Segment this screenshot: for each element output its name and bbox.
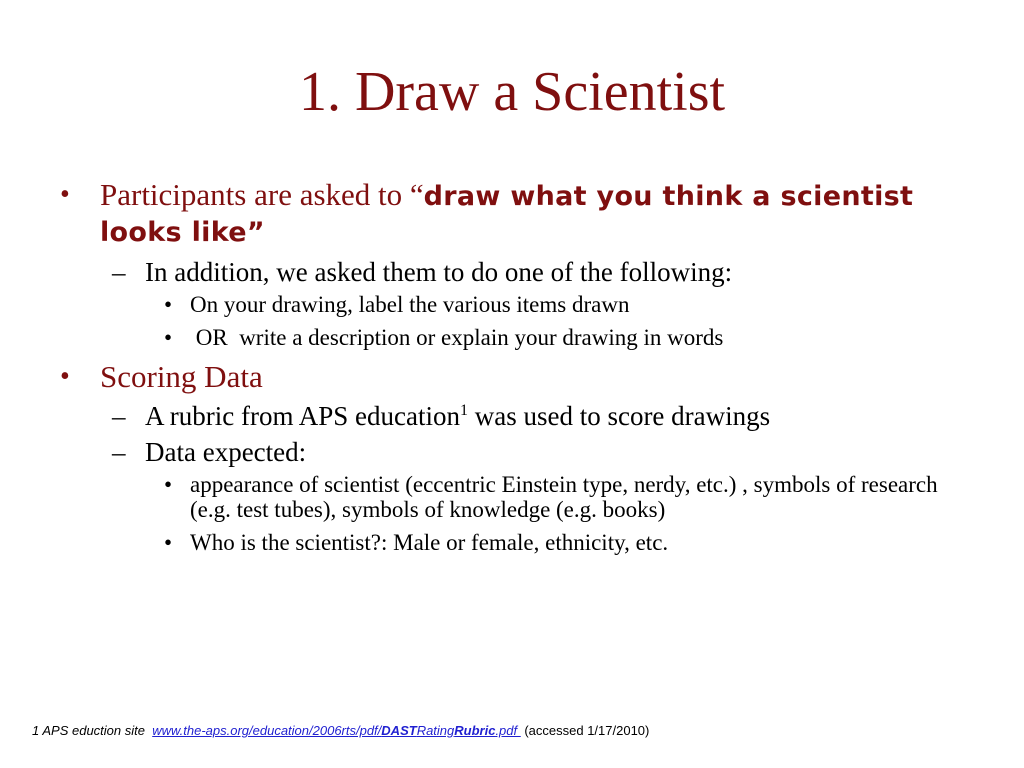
footnote-accessed: (accessed 1/17/2010) — [520, 723, 650, 738]
dash-bullet-icon: – — [112, 437, 126, 467]
link-part-2[interactable]: DAST — [381, 723, 417, 738]
slide-body — [60, 178, 980, 563]
footnote-marker: 1 — [459, 402, 468, 419]
bullet-dot-icon: • — [60, 179, 70, 210]
dash-bullet-icon: – — [112, 401, 126, 431]
rubric-text-after: was used to score drawings — [467, 401, 771, 431]
footnote-lead: 1 APS eduction site — [32, 723, 153, 738]
participants-text: Participants are asked to “ — [100, 177, 424, 212]
bullet-dot-icon: • — [164, 530, 173, 555]
bullet-dot-icon: • — [60, 361, 70, 392]
bullet-dot-icon: • — [164, 325, 173, 350]
dash-bullet-icon: – — [112, 257, 126, 287]
link-part-4[interactable]: Rubric — [454, 723, 496, 738]
sub-sub-bullet-who — [60, 530, 980, 555]
bullet-participants — [60, 178, 980, 250]
link-part-5[interactable]: .pdf — [495, 723, 521, 738]
data-expected-text: Data expected: — [145, 437, 307, 467]
bullet-dot-icon: • — [164, 292, 173, 317]
label-items-text: On your drawing, label the various items drawn — [190, 292, 630, 317]
sub-bullet-in-addition — [60, 256, 980, 288]
link-part-1[interactable]: www.the-aps.org/education/2006rts/pdf/ — [152, 723, 382, 738]
rubric-pdf-link[interactable] — [152, 723, 521, 738]
bullet-dot-icon: • — [164, 472, 173, 497]
in-addition-text: In addition, we asked them to do one of the following: — [145, 257, 733, 287]
bullet-scoring-data — [60, 360, 980, 394]
sub-bullet-rubric — [60, 400, 980, 432]
sub-sub-bullet-appearance — [60, 472, 980, 522]
who-text: Who is the scientist?: Male or female, ethnicity, etc. — [190, 530, 669, 555]
link-part-3[interactable]: Rating — [416, 723, 455, 738]
footnote — [32, 721, 649, 741]
scoring-data-text: Scoring Data — [100, 359, 263, 394]
appearance-text: appearance of scientist (eccentric Einstein type, nerdy, etc.) , symbols of research (e.g. test tubes), symbols of knowledge (e.g. books) — [190, 472, 938, 522]
slide-title: 1. Draw a Scientist — [298, 61, 726, 123]
sub-sub-bullet-label — [60, 292, 980, 317]
sub-sub-bullet-describe — [60, 325, 980, 350]
describe-text: OR write a description or explain your drawing in words — [190, 325, 724, 350]
sub-bullet-data-expected — [60, 436, 980, 468]
rubric-text-before: A rubric from APS education — [145, 401, 460, 431]
participants-quote: draw what you think a scientist looks like” — [100, 181, 914, 248]
